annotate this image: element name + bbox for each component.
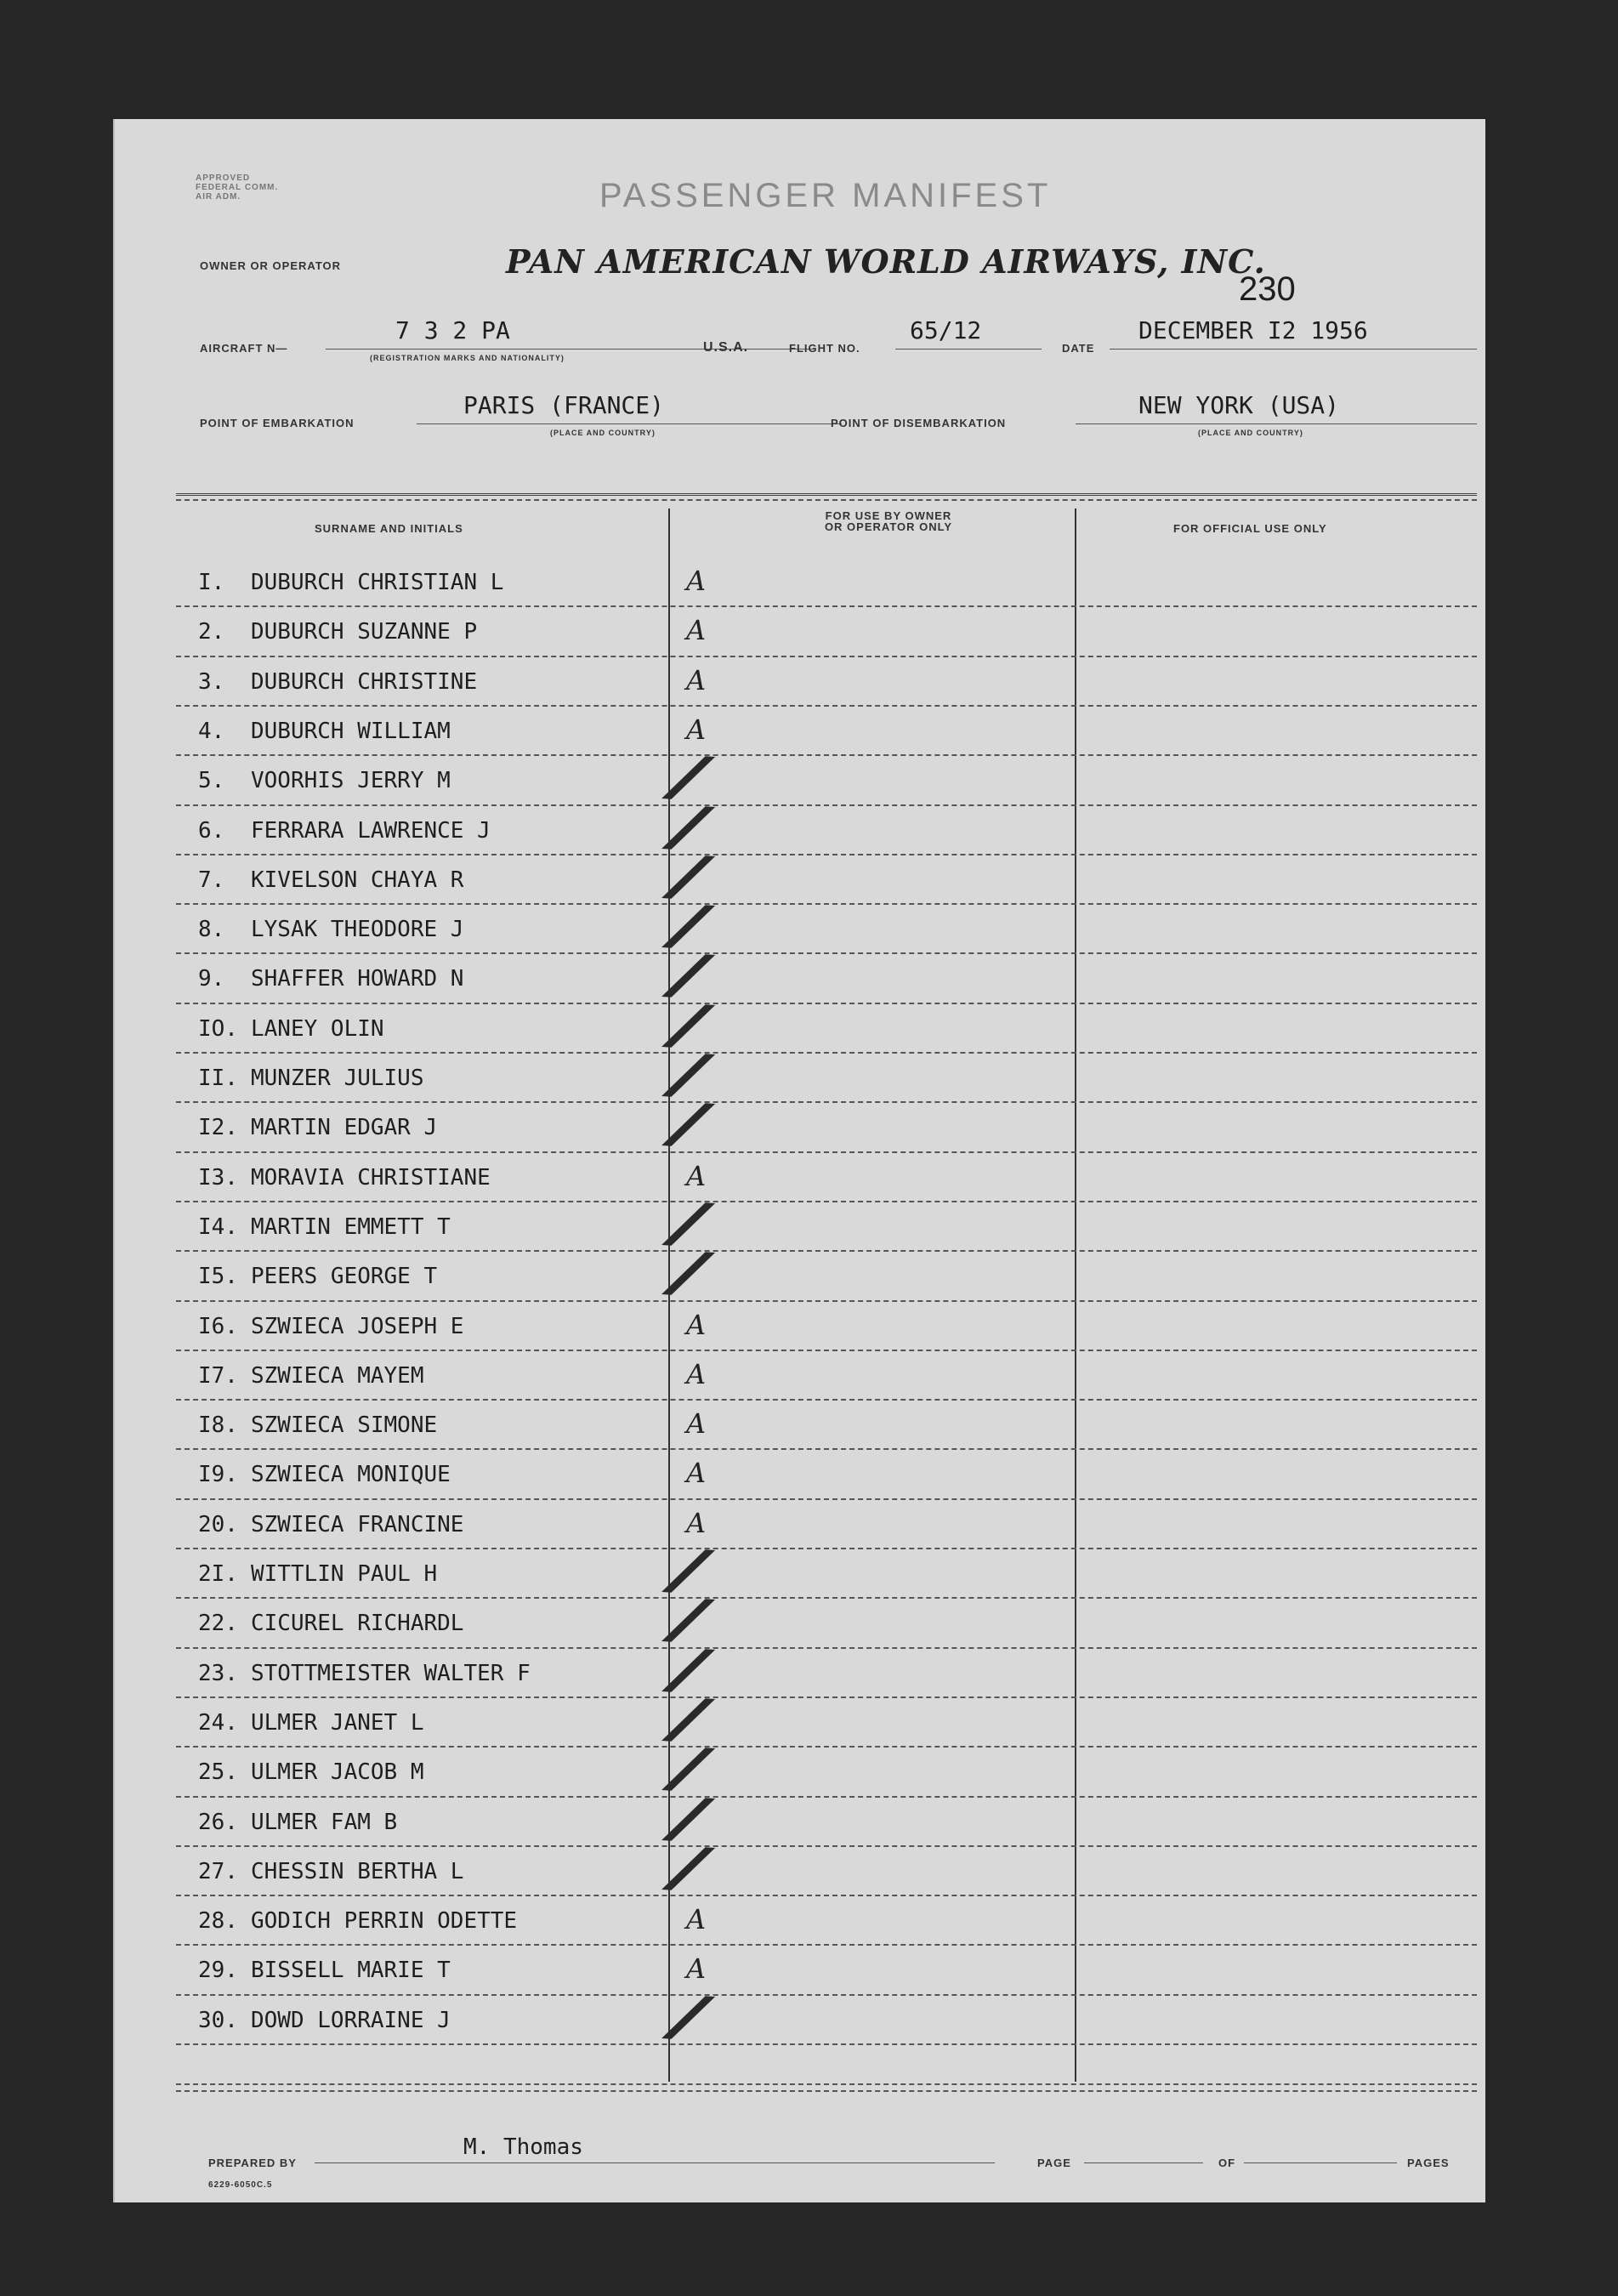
passenger-name: DOWD LORRAINE J (251, 2007, 451, 2033)
passenger-name: DUBURCH CHRISTINE (251, 668, 478, 695)
aircraft-sublabel: (REGISTRATION MARKS AND NATIONALITY) (370, 354, 565, 362)
check-mark: / (659, 844, 718, 909)
manifest-title: PASSENGER MANIFEST (599, 177, 1052, 214)
col-header-official: FOR OFFICIAL USE ONLY (1173, 522, 1327, 535)
row-number: I. (198, 570, 225, 595)
row-number: 4. (198, 718, 225, 744)
check-mark: A (686, 1308, 707, 1341)
passenger-name: SHAFFER HOWARD N (251, 966, 464, 992)
row-number: 2. (198, 619, 225, 645)
approved-stamp: APPROVED FEDERAL COMM. AIR ADM. (196, 173, 279, 202)
row-number: I5. (198, 1264, 238, 1290)
passenger-name: MORAVIA CHRISTIANE (251, 1164, 491, 1191)
check-mark: / (659, 1537, 718, 1604)
passenger-name: MARTIN EDGAR J (251, 1115, 438, 1141)
row-number: I8. (198, 1412, 238, 1439)
page-number: 230 (1239, 270, 1296, 308)
row-number: 3. (198, 668, 225, 695)
owner-label: OWNER OR OPERATOR (200, 259, 342, 272)
aircraft-value: 7 3 2 PA (395, 316, 510, 344)
row-number: I7. (198, 1362, 238, 1389)
passenger-name: SZWIECA JOSEPH E (251, 1313, 464, 1339)
col-header-owner: FOR USE BY OWNER OR OPERATOR ONLY (824, 509, 953, 533)
passenger-name: PEERS GEORGE T (251, 1264, 438, 1290)
row-number: 23. (198, 1660, 238, 1686)
check-mark: / (659, 1191, 718, 1256)
row-number: 6. (198, 817, 225, 844)
passenger-name: LANEY OLIN (251, 1015, 384, 1042)
of-label: OF (1218, 2157, 1236, 2169)
row-number: 20. (198, 1511, 238, 1537)
passenger-name: MARTIN EMMETT T (251, 1213, 451, 1240)
passenger-name: BISSELL MARIE T (251, 1958, 451, 1984)
check-mark: / (659, 992, 718, 1058)
check-mark: A (686, 1952, 707, 1986)
passenger-name: MUNZER JULIUS (251, 1066, 424, 1091)
passenger-name: VOORHIS JERRY M (251, 768, 451, 794)
embark-label: POINT OF EMBARKATION (200, 417, 355, 429)
passenger-name: CICUREL RICHARDL (251, 1611, 464, 1637)
row-number: I3. (198, 1164, 238, 1191)
row-number: IO. (198, 1015, 238, 1042)
row-number: 2I. (198, 1561, 238, 1587)
row-number: 8. (198, 917, 225, 943)
check-mark: A (686, 663, 707, 696)
aircraft-label: AIRCRAFT N— (200, 342, 288, 355)
pages-label: PAGES (1407, 2157, 1450, 2169)
passenger-name: WITTLIN PAUL H (251, 1561, 438, 1587)
row-number: 22. (198, 1611, 238, 1637)
passenger-name: ULMER JANET L (251, 1709, 424, 1736)
disembark-sublabel: (PLACE AND COUNTRY) (1198, 429, 1303, 437)
passenger-name: SZWIECA FRANCINE (251, 1511, 464, 1537)
check-mark: A (686, 1506, 707, 1539)
manifest-sheet (113, 119, 1485, 2202)
row-number: 5. (198, 768, 225, 794)
date-value: DECEMBER I2 1956 (1138, 316, 1368, 344)
row-number: 25. (198, 1759, 238, 1786)
check-mark: A (686, 1357, 707, 1390)
check-mark: / (659, 1092, 718, 1157)
usa-label: U.S.A. (703, 340, 749, 355)
prepared-label: PREPARED BY (208, 2157, 297, 2169)
row-number: I9. (198, 1462, 238, 1488)
passenger-name: SZWIECA MAYEM (251, 1362, 424, 1389)
passenger-name: ULMER FAM B (251, 1809, 398, 1835)
row-number: 29. (198, 1958, 238, 1984)
passenger-name: SZWIECA MONIQUE (251, 1462, 451, 1488)
row-number: 7. (198, 867, 225, 893)
check-mark: / (659, 744, 718, 810)
disembark-value: NEW YORK (USA) (1138, 391, 1340, 419)
row-number: I2. (198, 1115, 238, 1141)
passenger-name: SZWIECA SIMONE (251, 1412, 438, 1439)
row-number: 27. (198, 1858, 238, 1884)
flight-value: 65/12 (910, 316, 982, 344)
row-number: I4. (198, 1213, 238, 1240)
row-number: II. (198, 1066, 238, 1091)
check-mark: / (659, 1736, 718, 1802)
passenger-name: KIVELSON CHAYA R (251, 867, 464, 893)
check-mark: / (659, 893, 718, 959)
row-number: 24. (198, 1709, 238, 1736)
embark-sublabel: (PLACE AND COUNTRY) (550, 429, 656, 437)
check-mark: A (686, 1407, 707, 1441)
row-number: 9. (198, 966, 225, 992)
row-number: 30. (198, 2007, 238, 2033)
check-mark: / (659, 1240, 718, 1306)
check-mark: / (659, 1588, 718, 1653)
check-mark: / (659, 794, 718, 860)
check-mark: A (686, 1903, 707, 1936)
check-mark: A (686, 565, 707, 597)
col-header-name: SURNAME AND INITIALS (315, 522, 463, 535)
check-mark: A (686, 713, 707, 746)
page-label: PAGE (1037, 2157, 1071, 2169)
passenger-name: GODICH PERRIN ODETTE (251, 1908, 518, 1935)
passenger-name: FERRARA LAWRENCE J (251, 817, 491, 844)
check-mark: A (686, 1159, 707, 1192)
row-number: 26. (198, 1809, 238, 1835)
disembark-label: POINT OF DISEMBARKATION (831, 417, 1007, 429)
check-mark: / (659, 1637, 718, 1702)
embark-value: PARIS (FRANCE) (463, 391, 665, 419)
check-mark: / (659, 1786, 718, 1851)
prepared-by: M. Thomas (463, 2134, 583, 2160)
check-mark: / (659, 1042, 718, 1108)
passenger-name: DUBURCH SUZANNE P (251, 619, 478, 645)
row-number: 28. (198, 1908, 238, 1935)
check-mark: / (659, 1835, 718, 1901)
passenger-name: CHESSIN BERTHA L (251, 1858, 464, 1884)
passenger-name: STOTTMEISTER WALTER F (251, 1660, 531, 1686)
date-label: DATE (1062, 342, 1095, 355)
passenger-name: DUBURCH CHRISTIAN L (251, 570, 504, 595)
form-number: 6229-6050C.5 (208, 2180, 273, 2190)
flight-label: FLIGHT NO. (789, 342, 860, 355)
passenger-name: ULMER JACOB M (251, 1759, 424, 1786)
check-mark: / (659, 1984, 718, 2049)
check-mark: A (686, 1457, 707, 1490)
passenger-name: DUBURCH WILLIAM (251, 718, 451, 744)
check-mark: / (659, 1686, 718, 1752)
owner-name: PAN AMERICAN WORLD AIRWAYS, INC. (506, 242, 1266, 281)
check-mark: / (659, 943, 718, 1009)
check-mark: A (686, 614, 707, 647)
passenger-name: LYSAK THEODORE J (251, 917, 464, 943)
row-number: I6. (198, 1313, 238, 1339)
